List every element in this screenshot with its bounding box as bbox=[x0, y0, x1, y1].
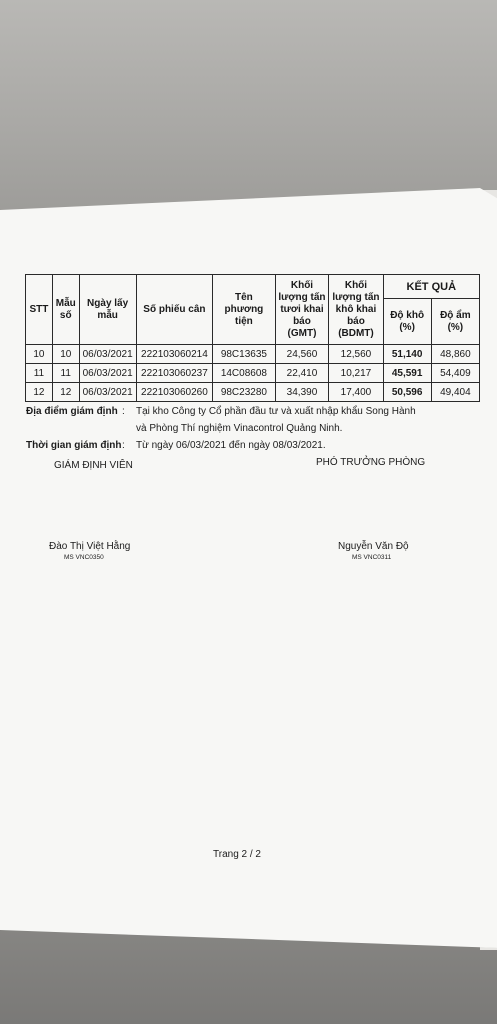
location-colon: : bbox=[122, 406, 125, 417]
header-ngay-lay-mau: Ngày lấy mẫu bbox=[79, 275, 136, 345]
cell-phuong-tien: 98C13635 bbox=[213, 345, 275, 364]
location-label: Địa điểm giám định bbox=[26, 406, 118, 417]
cell-ngay: 06/03/2021 bbox=[79, 345, 136, 364]
cell-mau-so: 12 bbox=[52, 383, 79, 402]
cell-bdmt: 17,400 bbox=[329, 383, 383, 402]
cell-gmt: 24,560 bbox=[275, 345, 329, 364]
cell-stt: 11 bbox=[26, 364, 53, 383]
time-colon: : bbox=[122, 440, 125, 451]
cell-gmt: 22,410 bbox=[275, 364, 329, 383]
location-line-2: và Phòng Thí nghiệm Vinacontrol Quảng Ninh. bbox=[136, 423, 343, 434]
cell-mau-so: 10 bbox=[52, 345, 79, 364]
location-line-1: Tại kho Công ty Cổ phần đầu tư và xuất nhập khẩu Song Hành bbox=[136, 406, 416, 417]
deputy-head-code: MS VNC0311 bbox=[352, 554, 392, 561]
cell-stt: 12 bbox=[26, 383, 53, 402]
header-so-phieu-can: Số phiếu cân bbox=[136, 275, 213, 345]
header-khoi-luong-tuoi: Khối lượng tấn tươi khai báo (GMT) bbox=[275, 275, 329, 345]
page-number: Trang 2 / 2 bbox=[213, 849, 261, 860]
cell-so-phieu: 222103060237 bbox=[136, 364, 213, 383]
header-do-kho: Độ khô (%) bbox=[383, 299, 431, 345]
time-value: Từ ngày 06/03/2021 đến ngày 08/03/2021. bbox=[136, 440, 326, 451]
header-ket-qua: KẾT QUẢ bbox=[383, 275, 479, 299]
cell-phuong-tien: 14C08608 bbox=[213, 364, 275, 383]
inspector-name: Đào Thị Việt Hằng bbox=[49, 541, 131, 552]
cell-ngay: 06/03/2021 bbox=[79, 364, 136, 383]
cell-do-am: 54,409 bbox=[431, 364, 479, 383]
cell-ngay: 06/03/2021 bbox=[79, 383, 136, 402]
cell-bdmt: 12,560 bbox=[329, 345, 383, 364]
header-stt: STT bbox=[26, 275, 53, 345]
inspector-title: GIÁM ĐỊNH VIÊN bbox=[54, 460, 133, 471]
cell-stt: 10 bbox=[26, 345, 53, 364]
cell-do-am: 49,404 bbox=[431, 383, 479, 402]
cell-mau-so: 11 bbox=[52, 364, 79, 383]
inspector-code: MS VNC0350 bbox=[64, 554, 104, 561]
cell-so-phieu: 222103060260 bbox=[136, 383, 213, 402]
header-mau-so: Mẫu số bbox=[52, 275, 79, 345]
header-ten-phuong-tien: Tên phương tiện bbox=[213, 275, 275, 345]
cell-gmt: 34,390 bbox=[275, 383, 329, 402]
cell-do-kho: 51,140 bbox=[383, 345, 431, 364]
header-do-am: Độ ẩm (%) bbox=[431, 299, 479, 345]
table-row bbox=[26, 383, 480, 402]
results-table bbox=[25, 274, 480, 402]
cell-bdmt: 10,217 bbox=[329, 364, 383, 383]
cell-do-am: 48,860 bbox=[431, 345, 479, 364]
table-row bbox=[26, 364, 480, 383]
time-label: Thời gian giám định bbox=[26, 440, 122, 451]
cell-so-phieu: 222103060214 bbox=[136, 345, 213, 364]
cell-phuong-tien: 98C23280 bbox=[213, 383, 275, 402]
header-khoi-luong-kho: Khối lượng tấn khô khai báo (BDMT) bbox=[329, 275, 383, 345]
deputy-head-name: Nguyễn Văn Độ bbox=[338, 541, 409, 552]
deputy-head-title: PHÓ TRƯỞNG PHÒNG bbox=[316, 457, 426, 468]
cell-do-kho: 50,596 bbox=[383, 383, 431, 402]
table-row bbox=[26, 345, 480, 364]
cell-do-kho: 45,591 bbox=[383, 364, 431, 383]
